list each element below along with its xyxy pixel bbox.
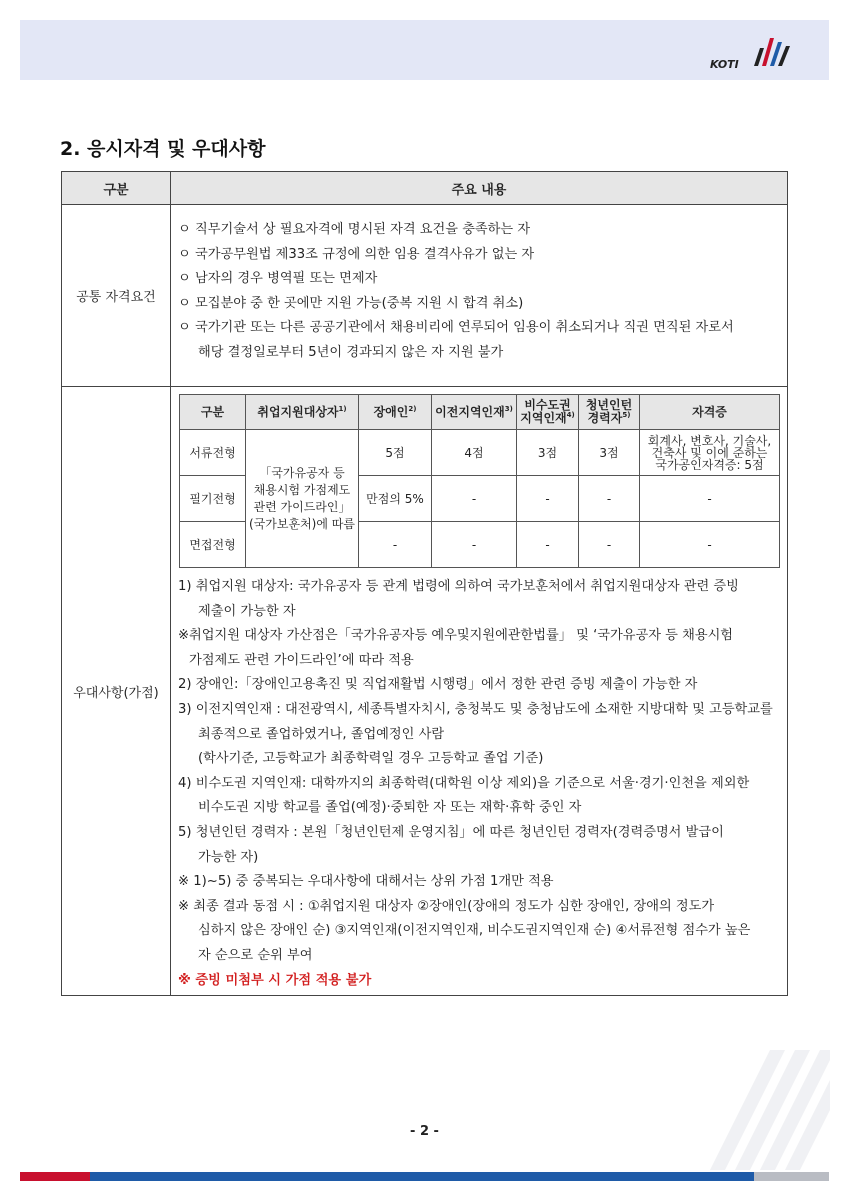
note-line: (학사기준, 고등학교가 최종학력일 경우 고등학교 졸업 기준) xyxy=(198,751,544,767)
points-header-nonmetro: 비수도권 지역인재$^{4)}$ xyxy=(517,395,579,430)
list-item: ㅇ 남자의 경우 병역필 또는 면제자 xyxy=(178,271,378,287)
note-line: 1) 취업지원 대상자: 국가유공자 등 관계 법령에 의하여 국가보훈처에서 취업지원대상자 관련 증빙 xyxy=(178,579,739,594)
written-disabled: 만점의 5% xyxy=(359,476,432,522)
logo-text: KOTI xyxy=(710,58,739,71)
document-nonmetro: 3점 xyxy=(517,430,579,476)
list-item: ㅇ 국가기관 또는 다른 공공기관에서 채용비리에 연루되어 임용이 취소되거나 직권 면직된 자로서 xyxy=(178,320,734,336)
page-number: - 2 - xyxy=(410,1124,439,1139)
note-line: 가능한 자) xyxy=(198,849,259,865)
stage-interview: 면접전형 xyxy=(180,522,246,568)
list-item: ㅇ 모집분야 중 한 곳에만 지원 가능(중복 지원 시 합격 취소) xyxy=(178,295,524,311)
interview-relocated: - xyxy=(432,522,517,568)
table-header-row xyxy=(62,172,788,205)
decorative-stripes xyxy=(690,1020,830,1170)
points-header-row xyxy=(180,395,780,430)
points-header-category: 구분 xyxy=(180,395,246,430)
stage-document: 서류전형 xyxy=(180,430,246,476)
header-category: 구분 xyxy=(62,172,171,205)
interview-disabled: - xyxy=(359,522,432,568)
note-line: 가점제도 관련 가이드라인’에 따라 적용 xyxy=(189,652,414,668)
header-band xyxy=(20,20,829,80)
note-line: 2) 장애인:「장애인고용촉진 및 직업재활법 시행령」에서 정한 관련 증빙 제출이 가능한 자 xyxy=(178,677,698,693)
stage-written: 필기전형 xyxy=(180,476,246,522)
footer-bar-red xyxy=(20,1172,90,1181)
employment-note: 「국가유공자 등 채용시험 가점제도 관련 가이드라인」 (국가보훈처)에 따름 xyxy=(246,430,359,568)
written-cert: - xyxy=(640,476,780,522)
note-line: 3) 이전지역인재 : 대전광역시, 세종특별자치시, 충청북도 및 충청남도에 소재한 지방대학 및 고등학교를 xyxy=(178,701,773,717)
points-header-disabled: 장애인$^{2)}$ xyxy=(359,395,432,430)
note-line: 자 순으로 순위 부여 xyxy=(198,947,313,963)
note-line: ※취업지원 대상자 가산점은「국가유공자등 예우및지원에관한법률」 및 ‘국가유공자 등 채용시험 xyxy=(178,628,734,644)
warning-note: ※ 증빙 미첨부 시 가점 적용 불가 xyxy=(178,972,372,988)
list-item-continuation: 해당 결정일로부터 5년이 경과되지 않은 자 지원 불가 xyxy=(198,344,504,360)
note-line: 심하지 않은 장애인 순) ③지역인재(이전지역인재, 비수도권지역인재 순) ④서류전형 점수가 높은 xyxy=(198,923,751,939)
section-title: 2. 응시자격 및 우대사항 xyxy=(60,138,266,160)
document-cert: 회계사, 변호사, 기술사, 건축사 및 이에 준하는 국가공인자격증: 5점 xyxy=(640,430,780,476)
note-line: 제출이 가능한 자 xyxy=(198,603,296,619)
preference-label: 우대사항(가점) xyxy=(62,387,171,996)
preference-row xyxy=(62,387,788,996)
list-item: ㅇ 직무기술서 상 필요자격에 명시된 자격 요건을 충족하는 자 xyxy=(178,222,531,237)
note-line: 5) 청년인턴 경력자 : 본원「청년인턴제 운영지침」에 따른 청년인턴 경력자(경력증명서 발급이 xyxy=(178,824,724,840)
requirements-table xyxy=(61,171,788,996)
document-disabled: 5점 xyxy=(359,430,432,476)
header-content: 주요 내용 xyxy=(171,172,788,205)
document-intern: 3점 xyxy=(579,430,640,476)
preference-content xyxy=(171,387,788,996)
points-header-cert: 자격증 xyxy=(640,395,780,430)
common-label: 공통 자격요건 xyxy=(62,205,171,387)
note-line: 최종적으로 졸업하였거나, 졸업예정인 사람 xyxy=(198,726,445,742)
interview-cert: - xyxy=(640,522,780,568)
written-intern: - xyxy=(579,476,640,522)
note-line: ※ 1)~5) 중 중복되는 우대사항에 대해서는 상위 가점 1개만 적용 xyxy=(178,874,554,890)
list-item: ㅇ 국가공무원법 제33조 규정에 의한 임용 결격사유가 없는 자 xyxy=(178,246,535,262)
written-nonmetro: - xyxy=(517,476,579,522)
points-header-relocated: 이전지역인재$^{3)}$ xyxy=(432,395,517,430)
note-line: 비수도권 지방 학교를 졸업(예정)·중퇴한 자 또는 재학·휴학 중인 자 xyxy=(198,800,582,816)
points-header-employment: 취업지원대상자$^{1)}$ xyxy=(246,395,359,430)
footer-bar-blue xyxy=(90,1172,754,1181)
common-content xyxy=(171,205,788,387)
note-line: 4) 비수도권 지역인재: 대학까지의 최종학력(대학원 이상 제외)을 기준으로 서울·경기·인천을 제외한 xyxy=(178,775,750,791)
footer-bar-gray xyxy=(754,1172,829,1181)
interview-nonmetro: - xyxy=(517,522,579,568)
written-relocated: - xyxy=(432,476,517,522)
common-requirements-row xyxy=(62,205,788,387)
table-row xyxy=(180,430,780,476)
points-table xyxy=(179,394,780,568)
document-relocated: 4점 xyxy=(432,430,517,476)
interview-intern: - xyxy=(579,522,640,568)
points-header-intern: 청년인턴 경력자$^{5)}$ xyxy=(579,395,640,430)
koti-logo xyxy=(710,32,790,74)
note-line: ※ 최종 결과 동점 시 : ①취업지원 대상자 ②장애인(장애의 정도가 심한 장애인, 장애의 정도가 xyxy=(178,898,715,914)
